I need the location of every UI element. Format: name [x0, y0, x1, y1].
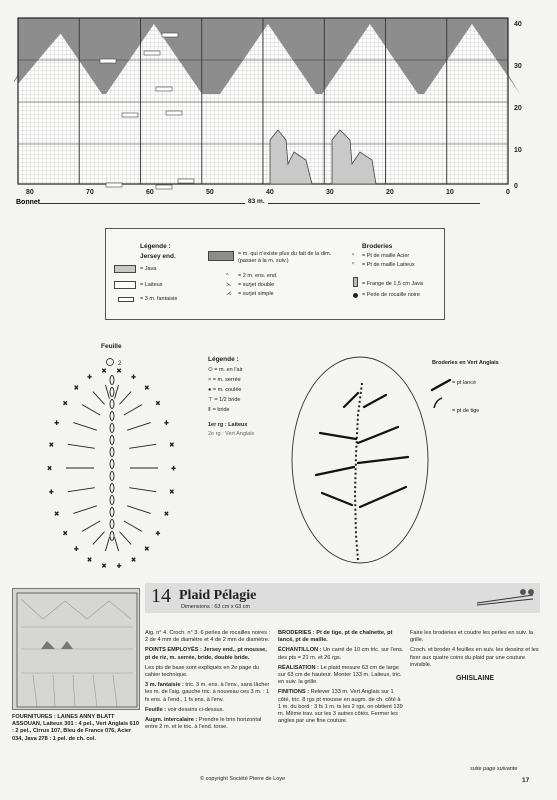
x-tick-label: 80: [26, 189, 34, 196]
treble-stroke: [119, 532, 131, 545]
legend-not-exist: = m. qui n'existe plus du fait de la dim. (passer à la m. suiv.): [238, 251, 332, 264]
x-tick-label: 60: [146, 189, 154, 196]
rg2-label: 2e rg : Vert Anglais: [208, 431, 255, 437]
treble-stroke: [105, 385, 109, 399]
dot-symbol-icon: ●: [208, 387, 213, 393]
treble-stroke: [124, 405, 142, 416]
fantaisie-bar: [106, 183, 122, 187]
x-tick-label: 50: [206, 189, 214, 196]
perle-icon: [353, 293, 358, 298]
treble-stroke: [68, 488, 95, 492]
single-crochet-mark: ×: [102, 562, 107, 570]
single-crochet-mark: +: [131, 373, 136, 381]
bonnet-label: Bonnet: [16, 199, 41, 204]
single-crochet-mark: ×: [131, 557, 136, 565]
legend-m-serree: × = m. serrée: [208, 377, 241, 383]
single-crochet-mark: ×: [102, 368, 107, 376]
treble-stroke: [105, 537, 109, 551]
chain-stitch: [110, 508, 114, 517]
treble-stroke: [73, 423, 97, 431]
treble-stroke: [127, 506, 151, 514]
svg-text:2: 2: [118, 361, 122, 367]
leaf-embroidery-diagram: [290, 355, 430, 565]
legend-surjet-simple: = surjet simple: [238, 291, 274, 297]
chain-stitch: [110, 448, 114, 457]
single-crochet-mark: +: [49, 488, 54, 496]
chain-stitch: [110, 424, 114, 433]
legend-fantaisie: = 3 m. fantaisie: [140, 296, 178, 302]
treble-stroke: [124, 521, 142, 532]
signature: GHISLAINE: [455, 675, 495, 683]
single-crochet-mark: ×: [54, 511, 59, 519]
rg1-label: 1er rg : Laiteux: [208, 422, 248, 428]
treble-stroke: [127, 423, 151, 431]
chain-symbol-icon: ⬭: [208, 367, 215, 373]
y-tick-label: 20: [514, 105, 522, 112]
chain-stitch: [110, 376, 114, 385]
treble-icon: ⫪: [208, 407, 213, 413]
legend-surjet-double: = surjet double: [238, 282, 275, 288]
chain-stitch: [110, 412, 114, 421]
fantaisie-bar: [156, 87, 172, 91]
pt-lance-label: = pt lancé: [452, 380, 477, 386]
y-tick-label: 30: [514, 63, 522, 70]
feuille-legend-title: Légende :: [208, 356, 239, 363]
width-label: 83 m.: [245, 198, 268, 206]
single-crochet-mark: ×: [49, 442, 54, 450]
chain-stitch: [110, 436, 114, 445]
pt-tige-label: = pt de tige: [452, 408, 480, 414]
treble-stroke: [68, 444, 95, 448]
page-number: 17: [522, 777, 530, 784]
x-tick-label: 40: [266, 189, 274, 196]
copyright: © copyright Société Pierre de Loye: [200, 776, 286, 782]
broderies-title: Broderies: [362, 243, 393, 250]
single-crochet-mark: +: [87, 373, 92, 381]
x-tick-label: 30: [326, 189, 334, 196]
legend-maille-laiteux: = Pt de maille Laiteux: [362, 262, 415, 268]
feuille-title: Feuille: [101, 343, 122, 350]
article-column-3: Faire les broderies et coudre les perles en suiv. la grille. Croch. et broder 4 feuilles en suiv. les dessins et les fixer aux quatre coins du plaid par une couture invisible. GHISLAINE: [410, 630, 539, 683]
chain-stitch: [110, 460, 114, 469]
removed-stitch-swatch: [208, 251, 234, 261]
java-swatch: [114, 265, 136, 273]
article-column-2: BRODERIES : Pt de tige, pt de chaînette, pt lancé, pt de maille. ÉCHANTILLON : Un carré de 10 cm tric. sur l'ens. des pts = 21 m. et 26 rgs. RÉALISATION : Le plaid mesure 63 cm de large sur 63 cm de hauteur. Monter 133 m. Laiteux, tric. en suiv. la grille. FINITIONS : Relever 133 m. Vert Anglais sur 1 côté, tric. 8 rgs pt mousse en augm. de ch. côté à 1 m. du bord : 3 fs 1 m. ts les 2 rgs, on obtient 139 m. Même trav. sur les 3 autres côtés. Fermer les angles par une fine couture.: [278, 630, 404, 725]
cross-symbol-icon: ×: [208, 377, 213, 383]
crochet-leaf-diagram: [30, 350, 220, 570]
single-crochet-mark: ×: [74, 384, 79, 392]
single-crochet-mark: +: [171, 465, 176, 473]
chain-stitch: [110, 388, 114, 397]
legend-laiteux: = Laiteux: [140, 282, 163, 288]
single-crochet-mark: ×: [144, 546, 149, 554]
treble-stroke: [129, 488, 156, 492]
half-treble-icon: ⊤: [208, 397, 215, 403]
single-crochet-mark: ×: [169, 488, 174, 496]
single-crochet-mark: ×: [87, 557, 92, 565]
fantaisie-bar: [166, 111, 182, 115]
treble-stroke: [82, 521, 100, 532]
single-crochet-mark: ×: [63, 400, 68, 408]
single-crochet-mark: +: [74, 546, 79, 554]
article-title-band: [145, 583, 540, 613]
article-title: Plaid Pélagie: [179, 588, 257, 603]
single-crochet-mark: +: [164, 419, 169, 427]
x-tick-label: 10: [446, 189, 454, 196]
surjet-double-icon: ⋋: [226, 282, 232, 288]
single-crochet-mark: ×: [155, 400, 161, 408]
laiteux-swatch: [114, 281, 136, 289]
fantaisie-swatch: [118, 297, 134, 302]
treble-stroke: [82, 405, 100, 416]
x-tick-label: 20: [386, 189, 394, 196]
chain-stitch: [110, 472, 114, 481]
single-crochet-mark: ×: [47, 465, 52, 473]
fournitures: FOURNITURES : LAINES ANNY BLATT ASSOUAN, Laiteux 301 : 4 pel., Vert Anglais 610 : 2 pel., Cirrus 107, Bleu de France 076, Acier 034, Java 278 : 1 pel. de ch. col.: [12, 714, 139, 742]
article-number: 14: [151, 585, 171, 607]
article-dimensions: Dimensions : 63 cm x 63 cm: [181, 604, 251, 610]
treble-stroke: [93, 532, 105, 545]
legend-jersey: Jersey end.: [140, 253, 176, 260]
fantaisie-bar: [156, 185, 172, 189]
legend-two-m: = 2 m. ens. end.: [238, 273, 278, 279]
needles-icon: [475, 587, 535, 609]
fantaisie-bar: [144, 51, 160, 55]
chain-stitch: [110, 532, 114, 541]
legend-frange: = Frange de 1,5 cm Java: [362, 281, 423, 287]
chain-stitch: [110, 484, 114, 493]
single-crochet-mark: +: [116, 562, 122, 570]
frange-icon: [353, 277, 358, 287]
fantaisie-bar: [162, 33, 178, 37]
single-crochet-mark: ×: [164, 511, 169, 519]
article-column-1: Aig. n° 4. Croch. n° 3. 6 perles de rocailles noires : 2 de 4 mm de diamètre et 4 de 2 mm de diamètre. POINTS EMPLOYÉS : Jersey end., pt mousse, pt de riz, m. serrée, bride, double bride. Les pts de base sont expliqués en 2e page du cahier technique. 3 m. fantaisie : tric. 3 m. ens. à l'env., sans lâcher les m. de l'aig. gauche tric. à nouveau ces 3 m. : 1 fs ens. à l'end., 1 fs ens. à l'env. Feuille : voir dessins ci-dessus. Augm. intercalaire : Prendre le brin horizontal entre 2 m. et le tric. à l'end. torse.: [145, 630, 271, 731]
plaid-photo: [12, 588, 140, 710]
legend-bride: ⫪ = bride: [208, 407, 230, 413]
treble-stroke: [119, 392, 131, 405]
two-m-icon: ^: [226, 273, 229, 279]
legend-perle: = Perle de rocaille noire: [362, 292, 420, 298]
legend-m-en-lair: ⬭ = m. en l'air: [208, 367, 243, 373]
y-tick-label: 10: [514, 147, 522, 154]
surjet-simple-icon: ⋌: [226, 291, 232, 297]
legend-demi-bride: ⊤ = 1/2 bride: [208, 397, 241, 403]
width-marker: [40, 198, 480, 208]
treble-stroke: [115, 385, 119, 399]
single-crochet-mark: +: [155, 530, 161, 538]
single-crochet-mark: +: [54, 419, 59, 427]
feuille-legend: [208, 356, 288, 438]
legend-box: [105, 228, 445, 320]
next-page-note: suite page suivante: [470, 766, 518, 772]
single-crochet-mark: ×: [169, 442, 174, 450]
fantaisie-bar: [178, 179, 194, 183]
legend-m-coulee: ● = m. coulée: [208, 387, 242, 393]
fantaisie-bar: [122, 113, 138, 117]
treble-stroke: [115, 537, 119, 551]
single-crochet-mark: ×: [144, 384, 149, 392]
x-tick-label: 0: [506, 189, 510, 196]
treble-stroke: [73, 506, 97, 514]
chain-stitch: [110, 496, 114, 505]
y-tick-label: 40: [514, 21, 522, 28]
single-crochet-mark: ×: [116, 368, 122, 376]
treble-stroke: [129, 444, 156, 448]
maille-acier-icon: ⱽ: [352, 253, 355, 259]
fantaisie-bar: [100, 59, 116, 63]
single-crochet-mark: ×: [63, 530, 68, 538]
maille-laiteux-icon: ⱽ: [352, 262, 355, 268]
chain-stitch: [110, 400, 114, 409]
legend-maille-acier: = Pt de maille Acier: [362, 253, 410, 259]
knitting-grid-chart: [14, 14, 534, 204]
y-tick-label: 0: [514, 183, 518, 190]
treble-stroke: [93, 392, 105, 405]
legend-java: = Java: [140, 266, 157, 272]
broderies-vert-title: Broderies en Vert Anglais: [432, 360, 499, 366]
chain-stitch: [110, 520, 114, 529]
x-tick-label: 70: [86, 189, 94, 196]
legend-title: Légende :: [140, 243, 171, 250]
